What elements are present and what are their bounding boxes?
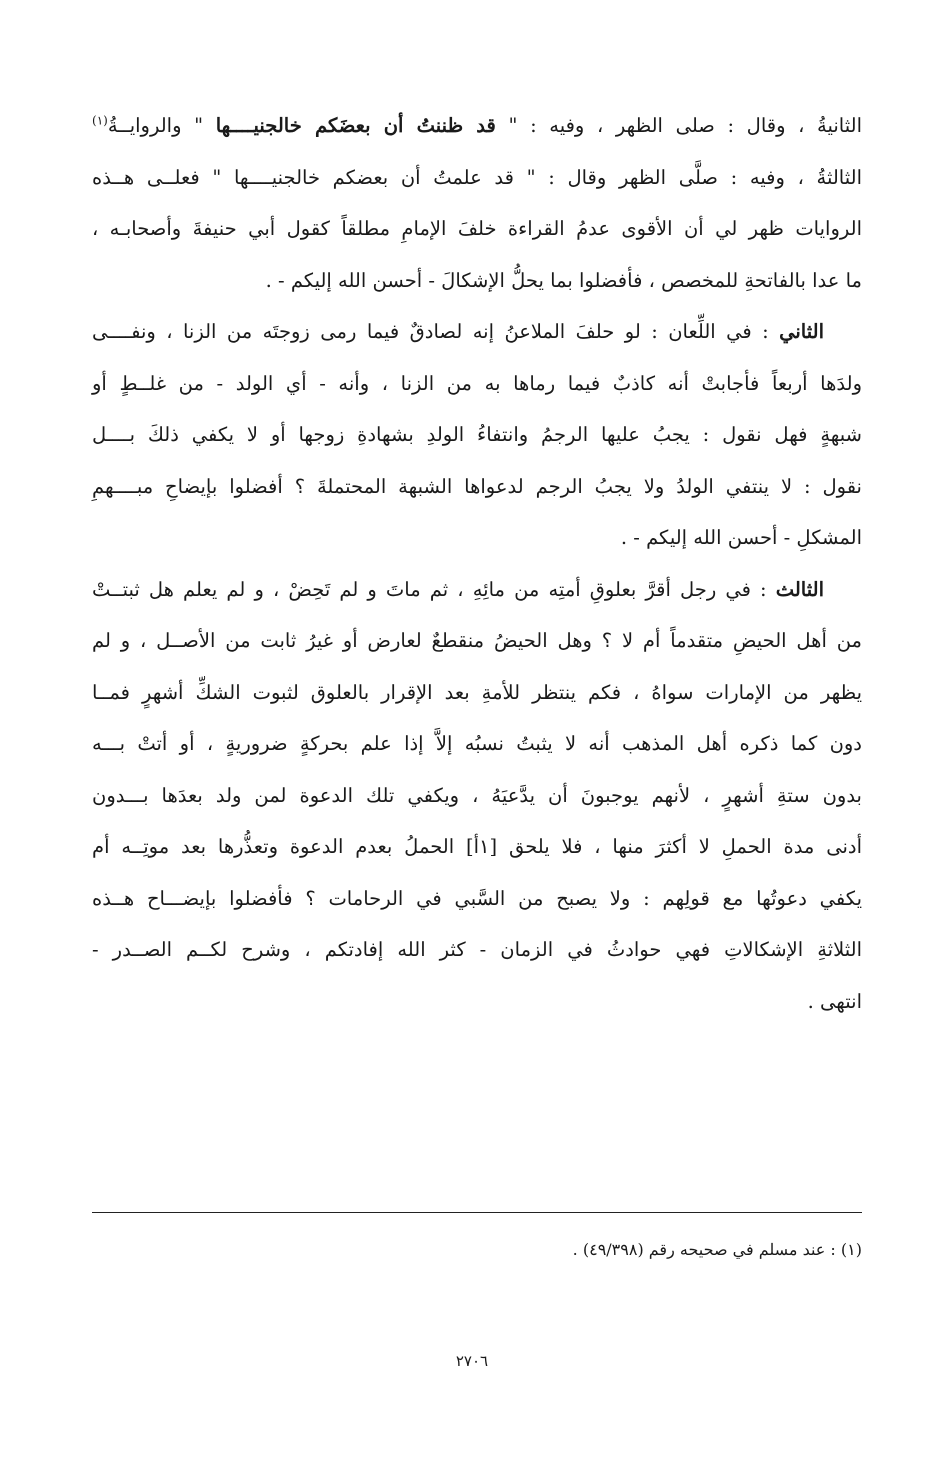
- text-line: المشكلِ - أحسن الله إليكم - .: [620, 526, 862, 549]
- footnote-marker: (١): [92, 113, 108, 128]
- paragraph-2: [92, 306, 862, 564]
- text-line: الثانيةُ ، وقال : صلى الظهر ، وفيه : " قد ظننتُ أن بعضَكم خالجنيــــها " والروايــةُ$^{(١)}$: [92, 113, 862, 137]
- text-line: ولدَها أربعاً فأجابتْ أنه كاذبٌ فيما رماها به من الزنا ، وأنه - أي الولد - من غلــطٍ أو: [92, 371, 862, 395]
- text-line: دون كما ذكره أهل المذهب أنه لا يثبتُ نسبُه إلاَّ إذا علم بحركةٍ ضروريةٍ ، أو أتتْ بـــه: [92, 732, 862, 755]
- text-line: أدنى مدة الحملِ لا أكثرَ منها ، فلا يلحق [١أ] الحملُ بعدم الدعوة وتعذُّرها بعد موتِــه أم: [92, 835, 862, 858]
- text-line: الثاني : في اللِّعان : لو حلفَ الملاعنُ إنه لصادقٌ فيما رمى زوجتَه من الزنا ، ونفــــى: [92, 320, 824, 343]
- text-line: من أهل الحيضِ متقدماً أم لا ؟ وهل الحيضُ منقطعٌ لعارض أو غيرُ ثابت من الأصــل ، و لم: [92, 629, 862, 652]
- text-line: نقول : لا ينتفي الولدُ ولا يجبُ الرجم لدعواها الشبهة المحتملةَ ؟ أفضلوا بإيضاحِ مبــــهمِ: [92, 474, 862, 498]
- text-line: ما عدا بالفاتحةِ للمخصص ، فأفضلوا بما يحلُّ الإشكالَ - أحسن الله إليكم - .: [265, 268, 862, 292]
- footnote-divider: [92, 1212, 862, 1213]
- quoted-hadith: قد ظننتُ أن بعضَكم خالجنيــــها: [215, 114, 496, 137]
- main-text: [92, 100, 862, 1027]
- text-line: الروايات ظهر لي أن الأقوى عدمُ القراءة خلفَ الإمامِ مطلقاً كقول أبي حنيفةَ وأصحابـه ،: [92, 217, 862, 240]
- text-line: شبهةٍ فهل نقول : يجبُ عليها الرجمُ وانتفاءُ الولدِ بشهادةِ زوجها أو لا يكفي ذلكَ بــــل: [92, 423, 862, 446]
- text-line: الثالثةُ ، وفيه : صلَّى الظهر وقال : " قد علمتُ أن بعضكم خالجنيــــها " فعلــى هــذه: [92, 165, 862, 189]
- text-line: الثلاثةِ الإشكالاتِ فهي حوادثُ في الزمان - كثر الله إفادتكم ، وشرح لكــم الصــدر -: [92, 938, 862, 961]
- section-heading-second: الثاني: [779, 320, 824, 343]
- text-line: بدون ستةِ أشهرٍ ، لأنهم يوجبونَ أن يدَّعيَهُ ، ويكفي تلك الدعوة لمن ولد بعدَها بـــدون: [92, 783, 862, 807]
- page-number: ٢٧٠٦: [455, 1352, 489, 1370]
- text-line: الثالث : في رجل أقرَّ بعلوقِ أمتِه من مائِهِ ، ثم ماتَ و لم تَحِضْ ، و لم يعلم هل ثبتــتْ: [92, 577, 824, 601]
- text-line: انتهى .: [807, 989, 862, 1013]
- text-line: يكفي دعوتُها مع قولِهم : ولا يصبح من السَّبي في الرحامات ؟ فأفضلوا بإيضـــاح هــذه: [92, 886, 862, 910]
- section-heading-third: الثالث: [775, 577, 824, 601]
- text-line: يظهر من الإمارات سواهُ ، فكم ينتظر للأمةِ بعد الإقرار بالعلوق لثبوت الشكِّ أشهرٍ فمــا: [92, 680, 862, 704]
- paragraph-3: [92, 564, 862, 1028]
- footnote: (١) : عند مسلم في صحيحه رقم (٤٩/٣٩٨) .: [572, 1240, 862, 1259]
- paragraph-1: [92, 100, 862, 306]
